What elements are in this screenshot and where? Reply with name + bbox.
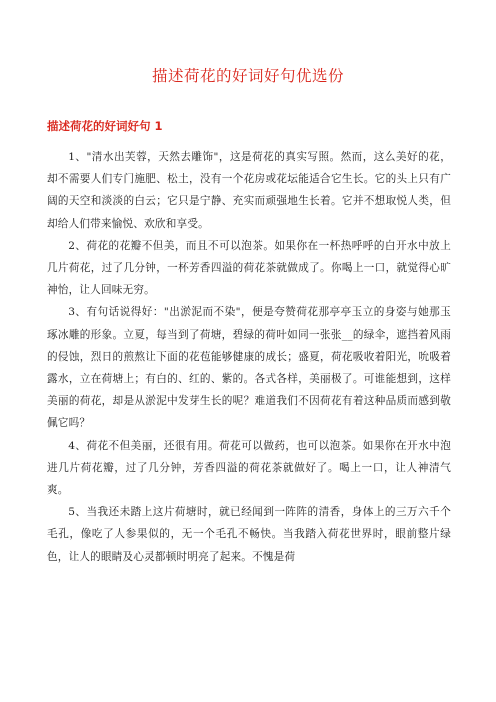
paragraph-4: 4、荷花不但美丽，还很有用。荷花可以做药，也可以泡茶。如果你在开水中泡进几片荷花瓣，过了几分钟，芳香四溢的荷花茶就做好了。喝上一口，让人神清气爽。: [47, 439, 451, 497]
section-heading: 描述荷花的好词好句 1: [47, 119, 163, 133]
paragraph-3: 3、有句话说得好："出淤泥而不染"，便是夸赞荷花那亭亭玉立的身姿与她那玉琢冰雕的形象。立夏，每当到了荷塘，碧绿的荷叶如同一张张__的绿伞，遮挡着风雨的侵蚀，烈日的煎熬让下面的花苞能够健康的成长；盛夏，荷花吸收着阳光，吮吸着露水，立在荷塘上；有白的、红的、紫的。各式各样，美丽极了。可谁能想到，这样美丽的荷花，却是从淤泥中发芽生长的呢？难道我们不因荷花有着这种品质而感到敬佩它吗？: [47, 306, 451, 430]
document-body: [47, 146, 451, 568]
paragraph-2: 2、荷花的花瓣不但美，而且不可以泡茶。如果你在一杯热呼呼的白开水中放上几片荷花，过了几分钟，一杯芳香四溢的荷花茶就做成了。你喝上一口，就觉得心旷神怡，让人回味无穷。: [47, 239, 451, 297]
paragraph-1: 1、"清水出芙蓉，天然去雕饰"，这是荷花的真实写照。然而，这么美好的花，却不需要人们专门施肥、松土，没有一个花房或花坛能适合它生长。它的头上只有广阔的天空和淡淡的白云；它只是宁静、充实而顽强地生长着。它并不想取悦人类，但却给人们带来愉悦、欢欣和享受。: [47, 151, 451, 230]
paragraph-5: 5、当我还未踏上这片荷塘时，就已经闻到一阵阵的清香，身体上的三万六千个毛孔，像吃了人参果似的，无一个毛孔不畅快。当我踏入荷花世界时，眼前整片绿色，让人的眼睛及心灵都顿时明亮了起来。不愧是荷: [47, 506, 451, 563]
document-title: 描述荷花的好词好句优选份: [151, 67, 344, 85]
